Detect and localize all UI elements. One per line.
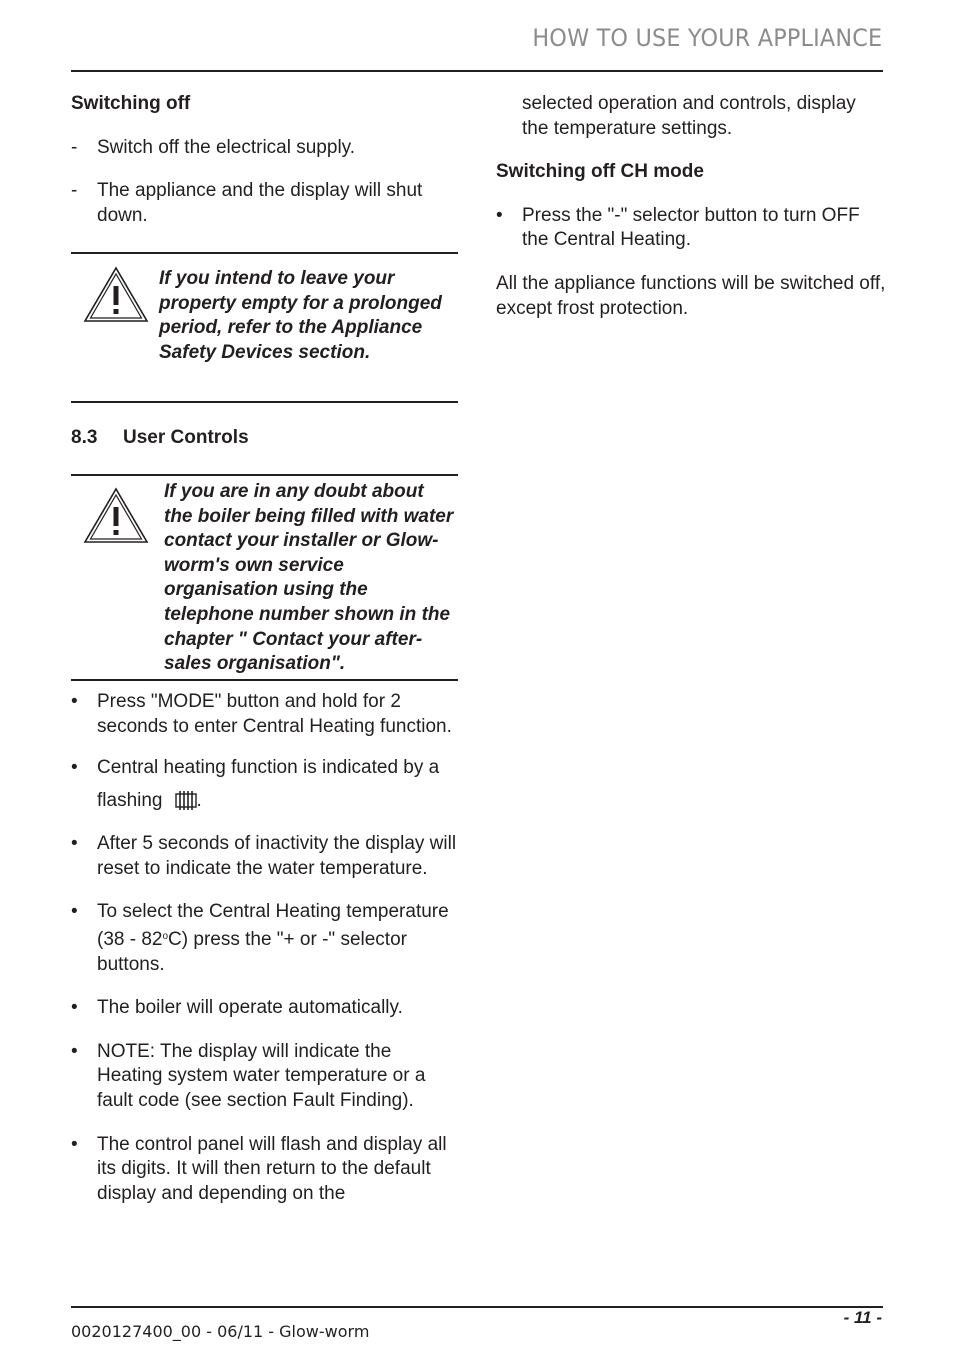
list-item: [71, 179, 458, 228]
list-item-text: Central heating function is indicated by a flashing: [97, 757, 440, 812]
section-number: 8.3: [71, 427, 98, 448]
bullet: •: [71, 1040, 78, 1062]
warning-text: If you are in any doubt about the boiler being filled with water contact your installer or Glow-worm's own service organisation using the telephone number shown in the chapter " Contact your after-sales organisation".: [164, 481, 454, 675]
degree-superscript: o: [162, 930, 169, 942]
list-item: [71, 900, 461, 977]
bullet: •: [71, 901, 78, 923]
list-item: [71, 751, 461, 817]
switching-off-section: [71, 92, 458, 228]
switching-off-ch-heading: Switching off CH mode: [496, 161, 704, 183]
list-item-text: The appliance and the display will shut down.: [97, 180, 423, 226]
frost-protection-paragraph: All the appliance functions will be switched off, except frost protection.: [496, 272, 886, 319]
list-item-text: The control panel will flash and display all its digits. It will then return to the default display and depending on the: [97, 1133, 447, 1204]
list-item-text: NOTE: The display will indicate the Heating system water temperature or a fault code (see section Fault Finding).: [97, 1040, 426, 1111]
list-item-text: The boiler will operate automatically.: [97, 997, 403, 1019]
list-dash: -: [71, 136, 78, 158]
warning-box-boiler-filled: [71, 476, 458, 678]
bullet: •: [71, 997, 78, 1019]
warning-box-bottom-rule: [71, 401, 458, 403]
list-item-text-end: .: [196, 790, 202, 812]
right-column: [496, 92, 886, 321]
radiator-icon: [175, 790, 197, 810]
bullet: •: [71, 691, 78, 712]
footer-rule: [71, 1306, 883, 1308]
list-item: [496, 204, 886, 253]
list-item-text-end: C) press the "+ or -" selector buttons.: [97, 928, 407, 975]
list-dash: -: [71, 180, 78, 202]
user-controls-list: [71, 690, 461, 1206]
user-controls-heading: [71, 426, 458, 451]
list-item: [71, 136, 458, 161]
warning-box-bottom-rule: [71, 679, 458, 681]
list-item-text: Switch off the electrical supply.: [97, 136, 356, 158]
list-item-text: To select the Central Heating temperature (38 - 82: [97, 901, 449, 950]
section-title: User Controls: [123, 427, 249, 448]
list-item-text: Press the "-" selector button to turn OFF the Central Heating.: [522, 204, 860, 251]
list-item-text: After 5 seconds of inactivity the display will reset to indicate the water temperature.: [97, 833, 457, 879]
page-number: - 11 -: [843, 1308, 882, 1327]
list-item: [71, 996, 461, 1021]
continuation-text: selected operation and controls, display the temperature settings.: [522, 93, 856, 139]
warning-triangle-icon: [83, 266, 149, 324]
switching-off-heading: Switching off: [71, 93, 191, 114]
list-item: [71, 690, 461, 739]
bullet: •: [71, 757, 78, 779]
warning-triangle-icon: [83, 487, 149, 545]
bullet: •: [71, 833, 78, 855]
list-item: [71, 1040, 461, 1114]
bullet: •: [496, 204, 503, 226]
page-header-title: HOW TO USE YOUR APPLIANCE: [532, 24, 882, 52]
document-code: 0020127400_00 - 06/11 - Glow-worm: [71, 1322, 370, 1341]
list-item: [71, 1133, 461, 1207]
warning-box-top-rule: [71, 252, 458, 254]
warning-text: If you intend to leave your property empty for a prolonged period, refer to the Appliance Safety Devices section.: [159, 268, 442, 363]
list-item-text: Press "MODE" button and hold for 2 seconds to enter Central Heating function.: [97, 691, 452, 737]
list-item: [71, 832, 461, 881]
bullet: •: [71, 1133, 78, 1155]
warning-box-property-empty: [71, 256, 458, 402]
header-rule: [71, 70, 883, 72]
